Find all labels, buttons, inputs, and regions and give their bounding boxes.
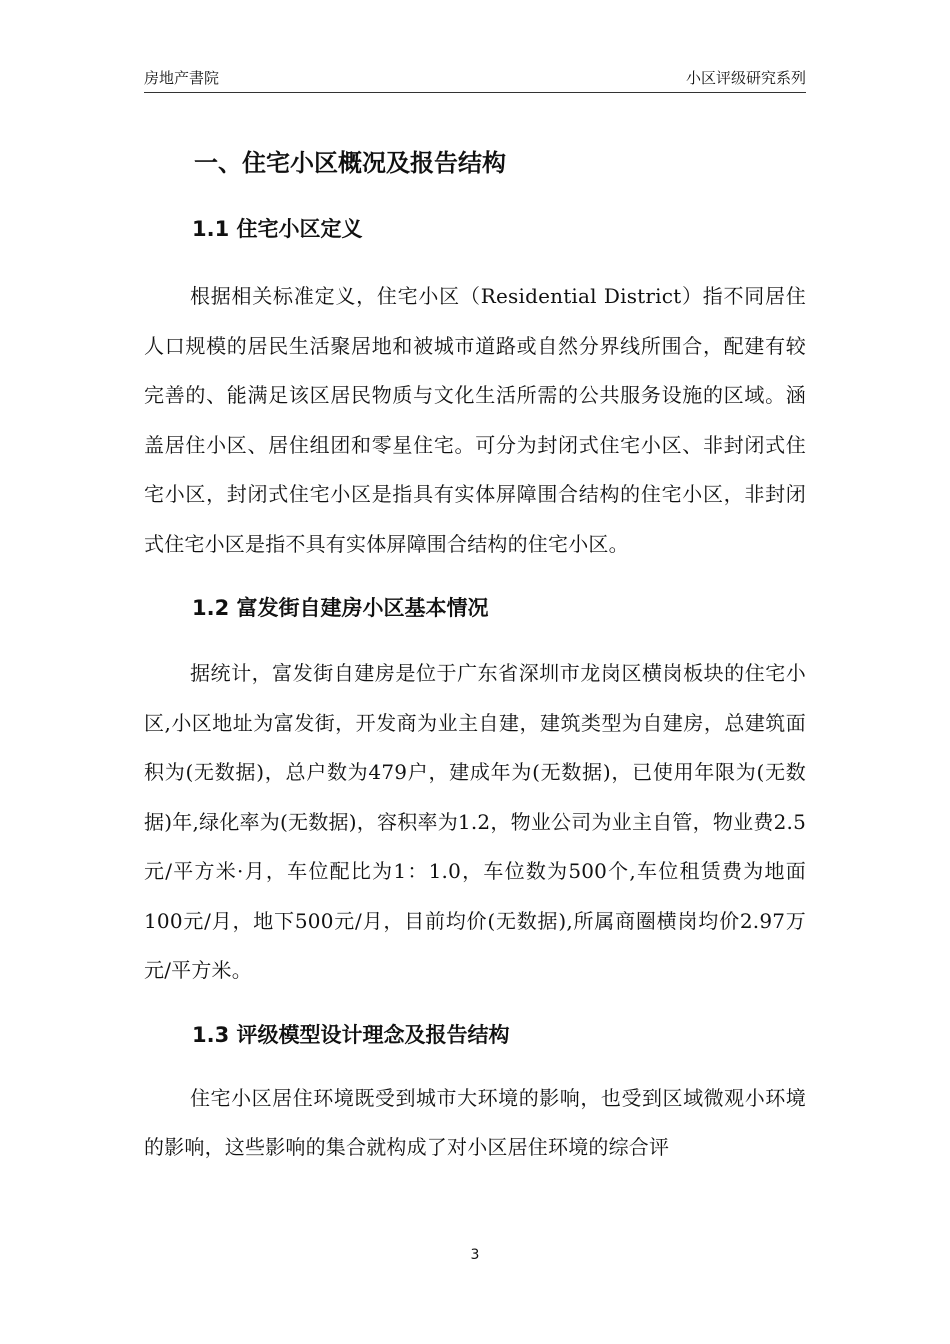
subsection-heading-1-2: 1.2 富发街自建房小区基本情况 [192,596,489,620]
page-number: 3 [470,1247,480,1263]
document-body [144,140,806,1173]
header-series-title: 小区评级研究系列 [685,69,806,87]
subsection-heading-1-3: 1.3 评级模型设计理念及报告结构 [192,1022,510,1047]
section-title: 一、住宅小区概况及报告结构 [194,149,506,177]
paragraph-basic-info: 据统计，富发街自建房是位于广东省深圳市龙岗区横岗板块的住宅小区,小区地址为富发街，开发商为业主自建，建筑类型为自建房，总建筑面积为(无数据)，总户数为479户，建成年为(无数据)，已使用年限为(无数据)年,绿化率为(无数据)，容积率为1.2，物业公司为业主自管，物业费2.5元/平方米·月，车位配比为1：1.0，车位数为500个,车位租赁费为地面100元/月，地下500元/月，目前均价(无数据),所属商圈横岗均价2.97万元/平方米。 [144,661,806,982]
subsection-heading-1-1: 1.1 住宅小区定义 [192,217,363,241]
paragraph-definition: 根据相关标准定义，住宅小区（Residential District）指不同居住人口规模的居民生活聚居地和被城市道路或自然分界线所围合，配建有较完善的、能满足该区居民物质与文化生活所需的公共服务设施的区域。涵盖居住小区、居住组团和零星住宅。可分为封闭式住宅小区、非封闭式住宅小区，封闭式住宅小区是指具有实体屏障围合结构的住宅小区，非封闭式住宅小区是指不具有实体屏障围合结构的住宅小区。 [144,284,806,556]
header-publisher: 房地产書院 [144,69,220,87]
paragraph-model-design: 住宅小区居住环境既受到城市大环境的影响，也受到区域微观小环境的影响，这些影响的集合就构成了对小区居住环境的综合评 [144,1085,806,1159]
page-header [144,66,806,93]
